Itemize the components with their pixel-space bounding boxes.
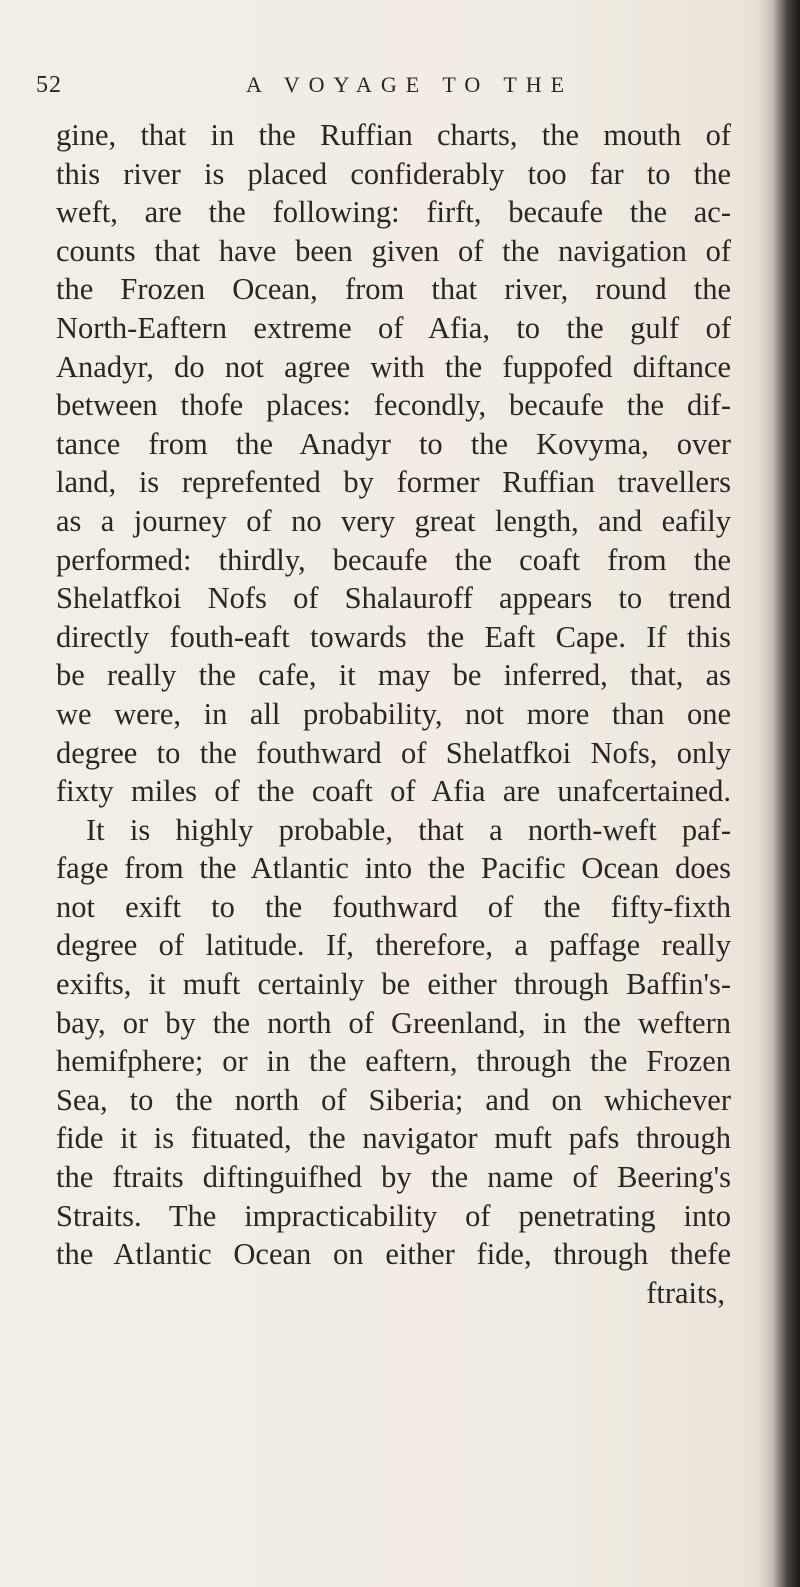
text-line: tance from the Anadyr to the Kovyma, over bbox=[56, 426, 731, 461]
text-line: fixty miles of the coaft of Afia are unafcertained. bbox=[56, 774, 731, 809]
text-line: fage from the Atlantic into the Pacific Ocean does bbox=[56, 851, 731, 886]
paragraph-start-line: It is highly probable, that a north-weft paf- bbox=[86, 812, 731, 847]
text-line: North-Eaftern extreme of Afia, to the gulf of bbox=[56, 310, 731, 345]
body-text bbox=[56, 116, 731, 1312]
text-line: weft, are the following: firft, becaufe the ac- bbox=[56, 195, 731, 230]
page-number: 52 bbox=[36, 72, 62, 98]
text-line: degree of latitude. If, therefore, a paffage really bbox=[56, 928, 731, 963]
catchword: ftraits, bbox=[646, 1275, 725, 1310]
text-line: land, is reprefented by former Ruffian travellers bbox=[56, 465, 731, 500]
text-line: we were, in all probability, not more than one bbox=[56, 696, 731, 731]
text-line: gine, that in the Ruffian charts, the mouth of bbox=[56, 118, 731, 152]
text-line: the Frozen Ocean, from that river, round the bbox=[56, 272, 731, 307]
running-head bbox=[36, 72, 736, 108]
text-line: Sea, to the north of Siberia; and on whichever bbox=[56, 1082, 731, 1117]
text-line: this river is placed confiderably too far to the bbox=[56, 156, 731, 191]
text-line: degree to the fouthward of Shelatfkoi Nofs, only bbox=[56, 735, 731, 770]
text-line: as a journey of no very great length, and eafily bbox=[56, 503, 731, 538]
text-line: Shelatfkoi Nofs of Shalauroff appears to trend bbox=[56, 581, 731, 616]
text-line: the Atlantic Ocean on either fide, through thefe bbox=[56, 1237, 731, 1272]
text-line: Anadyr, do not agree with the fuppofed diftance bbox=[56, 349, 731, 384]
text-line: not exift to the fouthward of the fifty-fixth bbox=[56, 889, 731, 924]
text-line: counts that have been given of the navigation of bbox=[56, 233, 731, 268]
binding-shadow bbox=[758, 0, 800, 1587]
text-line: be really the cafe, it may be inferred, that, as bbox=[56, 658, 731, 693]
text-line: fide it is fituated, the navigator muft pafs through bbox=[56, 1121, 731, 1156]
text-line: hemifphere; or in the eaftern, through the Frozen bbox=[56, 1044, 731, 1079]
text-line: bay, or by the north of Greenland, in the weftern bbox=[56, 1005, 731, 1040]
text-line: performed: thirdly, becaufe the coaft from the bbox=[56, 542, 731, 577]
text-line: directly fouth-eaft towards the Eaft Cape. If this bbox=[56, 619, 731, 654]
running-title: A VOYAGE TO THE bbox=[246, 72, 574, 97]
text-line: exifts, it muft certainly be either through Baffin's- bbox=[56, 967, 731, 1002]
text-line: Straits. The impracticability of penetrating into bbox=[56, 1198, 731, 1233]
text-line: the ftraits diftinguifhed by the name of Beering's bbox=[56, 1160, 731, 1195]
text-line: between thofe places: fecondly, becaufe the dif- bbox=[56, 388, 731, 423]
